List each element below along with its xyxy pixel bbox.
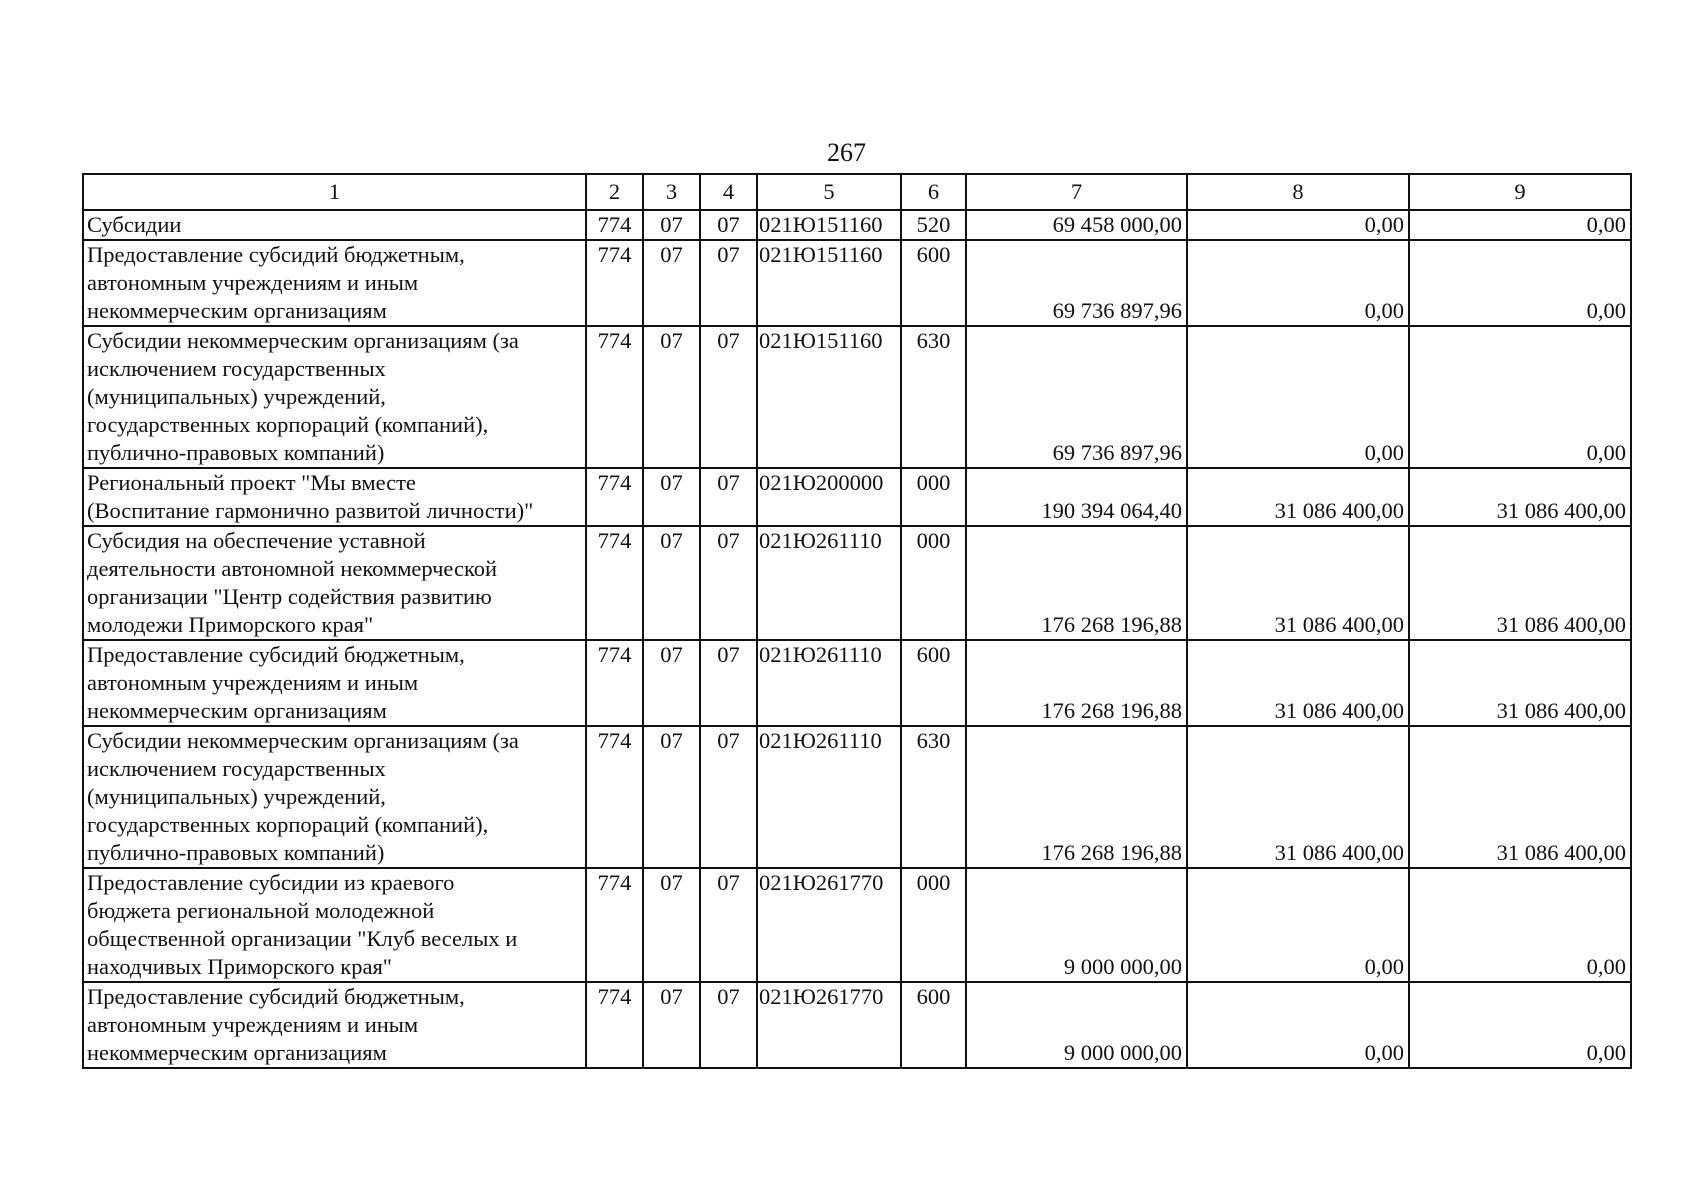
column-header-8: 8	[1187, 174, 1409, 210]
amount-year-3: 31 086 400,00	[1409, 726, 1631, 868]
table-row	[83, 640, 1631, 726]
amount-year-1: 69 736 897,96	[966, 326, 1187, 468]
expense-type-code: 630	[901, 726, 966, 868]
amount-year-2: 0,00	[1187, 210, 1409, 240]
ministry-code: 774	[586, 210, 643, 240]
section-code: 07	[643, 526, 700, 640]
amount-year-3: 0,00	[1409, 868, 1631, 982]
amount-year-3: 31 086 400,00	[1409, 640, 1631, 726]
section-code: 07	[643, 240, 700, 326]
ministry-code: 774	[586, 640, 643, 726]
expense-type-code: 000	[901, 468, 966, 526]
amount-year-1: 69 458 000,00	[966, 210, 1187, 240]
amount-year-3: 0,00	[1409, 326, 1631, 468]
target-article-code: 021Ю261770	[757, 868, 901, 982]
amount-year-2: 0,00	[1187, 326, 1409, 468]
section-code: 07	[643, 468, 700, 526]
ministry-code: 774	[586, 726, 643, 868]
amount-year-1: 176 268 196,88	[966, 526, 1187, 640]
expense-type-code: 000	[901, 868, 966, 982]
amount-year-2: 31 086 400,00	[1187, 726, 1409, 868]
amount-year-2: 0,00	[1187, 982, 1409, 1068]
target-article-code: 021Ю261110	[757, 640, 901, 726]
column-header-4: 4	[700, 174, 757, 210]
section-code: 07	[643, 640, 700, 726]
section-code: 07	[643, 726, 700, 868]
column-header-3: 3	[643, 174, 700, 210]
table-row	[83, 468, 1631, 526]
amount-year-2: 31 086 400,00	[1187, 468, 1409, 526]
row-name: Предоставление субсидий бюджетным, автономным учреждениям и иным некоммерческим организациям	[83, 640, 586, 726]
column-header-9: 9	[1409, 174, 1631, 210]
table-row	[83, 210, 1631, 240]
row-name: Предоставление субсидий бюджетным, автономным учреждениям и иным некоммерческим организациям	[83, 982, 586, 1068]
column-header-6: 6	[901, 174, 966, 210]
target-article-code: 021Ю261110	[757, 726, 901, 868]
target-article-code: 021Ю261110	[757, 526, 901, 640]
expense-type-code: 520	[901, 210, 966, 240]
page-number: 267	[827, 138, 866, 167]
amount-year-3: 0,00	[1409, 210, 1631, 240]
expense-type-code: 000	[901, 526, 966, 640]
amount-year-1: 69 736 897,96	[966, 240, 1187, 326]
amount-year-2: 0,00	[1187, 240, 1409, 326]
amount-year-1: 190 394 064,40	[966, 468, 1187, 526]
table-row	[83, 982, 1631, 1068]
ministry-code: 774	[586, 468, 643, 526]
ministry-code: 774	[586, 526, 643, 640]
row-name: Региональный проект "Мы вместе (Воспитание гармонично развитой личности)"	[83, 468, 586, 526]
amount-year-3: 0,00	[1409, 240, 1631, 326]
target-article-code: 021Ю151160	[757, 326, 901, 468]
amount-year-1: 176 268 196,88	[966, 640, 1187, 726]
amount-year-2: 31 086 400,00	[1187, 640, 1409, 726]
row-name: Субсидии	[83, 210, 586, 240]
target-article-code: 021Ю151160	[757, 240, 901, 326]
subsection-code: 07	[700, 240, 757, 326]
section-code: 07	[643, 982, 700, 1068]
ministry-code: 774	[586, 982, 643, 1068]
amount-year-3: 0,00	[1409, 982, 1631, 1068]
amount-year-3: 31 086 400,00	[1409, 526, 1631, 640]
target-article-code: 021Ю151160	[757, 210, 901, 240]
row-name: Предоставление субсидии из краевого бюджета региональной молодежной общественной организации "Клуб веселых и находчивых Приморского края"	[83, 868, 586, 982]
section-code: 07	[643, 210, 700, 240]
amount-year-2: 0,00	[1187, 868, 1409, 982]
amount-year-1: 9 000 000,00	[966, 982, 1187, 1068]
table-body	[83, 174, 1631, 1068]
amount-year-1: 9 000 000,00	[966, 868, 1187, 982]
table-row	[83, 868, 1631, 982]
target-article-code: 021Ю200000	[757, 468, 901, 526]
section-code: 07	[643, 868, 700, 982]
amount-year-1: 176 268 196,88	[966, 726, 1187, 868]
table-row	[83, 326, 1631, 468]
table-row	[83, 526, 1631, 640]
row-name: Субсидии некоммерческим организациям (за исключением государственных (муниципальных) учреждений, государственных корпораций (компаний), публично-правовых компаний)	[83, 726, 586, 868]
table-row	[83, 240, 1631, 326]
ministry-code: 774	[586, 326, 643, 468]
subsection-code: 07	[700, 468, 757, 526]
expense-type-code: 600	[901, 240, 966, 326]
subsection-code: 07	[700, 640, 757, 726]
subsection-code: 07	[700, 326, 757, 468]
section-code: 07	[643, 326, 700, 468]
amount-year-2: 31 086 400,00	[1187, 526, 1409, 640]
table-row	[83, 726, 1631, 868]
expense-type-code: 630	[901, 326, 966, 468]
column-header-1: 1	[83, 174, 586, 210]
header-row	[83, 174, 1631, 210]
row-name: Субсидии некоммерческим организациям (за исключением государственных (муниципальных) учреждений, государственных корпораций (компаний), публично-правовых компаний)	[83, 326, 586, 468]
ministry-code: 774	[586, 240, 643, 326]
row-name: Предоставление субсидий бюджетным, автономным учреждениям и иным некоммерческим организациям	[83, 240, 586, 326]
subsection-code: 07	[700, 982, 757, 1068]
subsection-code: 07	[700, 210, 757, 240]
subsection-code: 07	[700, 526, 757, 640]
column-header-2: 2	[586, 174, 643, 210]
expense-type-code: 600	[901, 640, 966, 726]
target-article-code: 021Ю261770	[757, 982, 901, 1068]
budget-table	[82, 173, 1632, 1069]
ministry-code: 774	[586, 868, 643, 982]
row-name: Субсидия на обеспечение уставной деятельности автономной некоммерческой организации "Центр содействия развитию молодежи Приморского края"	[83, 526, 586, 640]
subsection-code: 07	[700, 726, 757, 868]
column-header-5: 5	[757, 174, 901, 210]
amount-year-3: 31 086 400,00	[1409, 468, 1631, 526]
expense-type-code: 600	[901, 982, 966, 1068]
subsection-code: 07	[700, 868, 757, 982]
column-header-7: 7	[966, 174, 1187, 210]
